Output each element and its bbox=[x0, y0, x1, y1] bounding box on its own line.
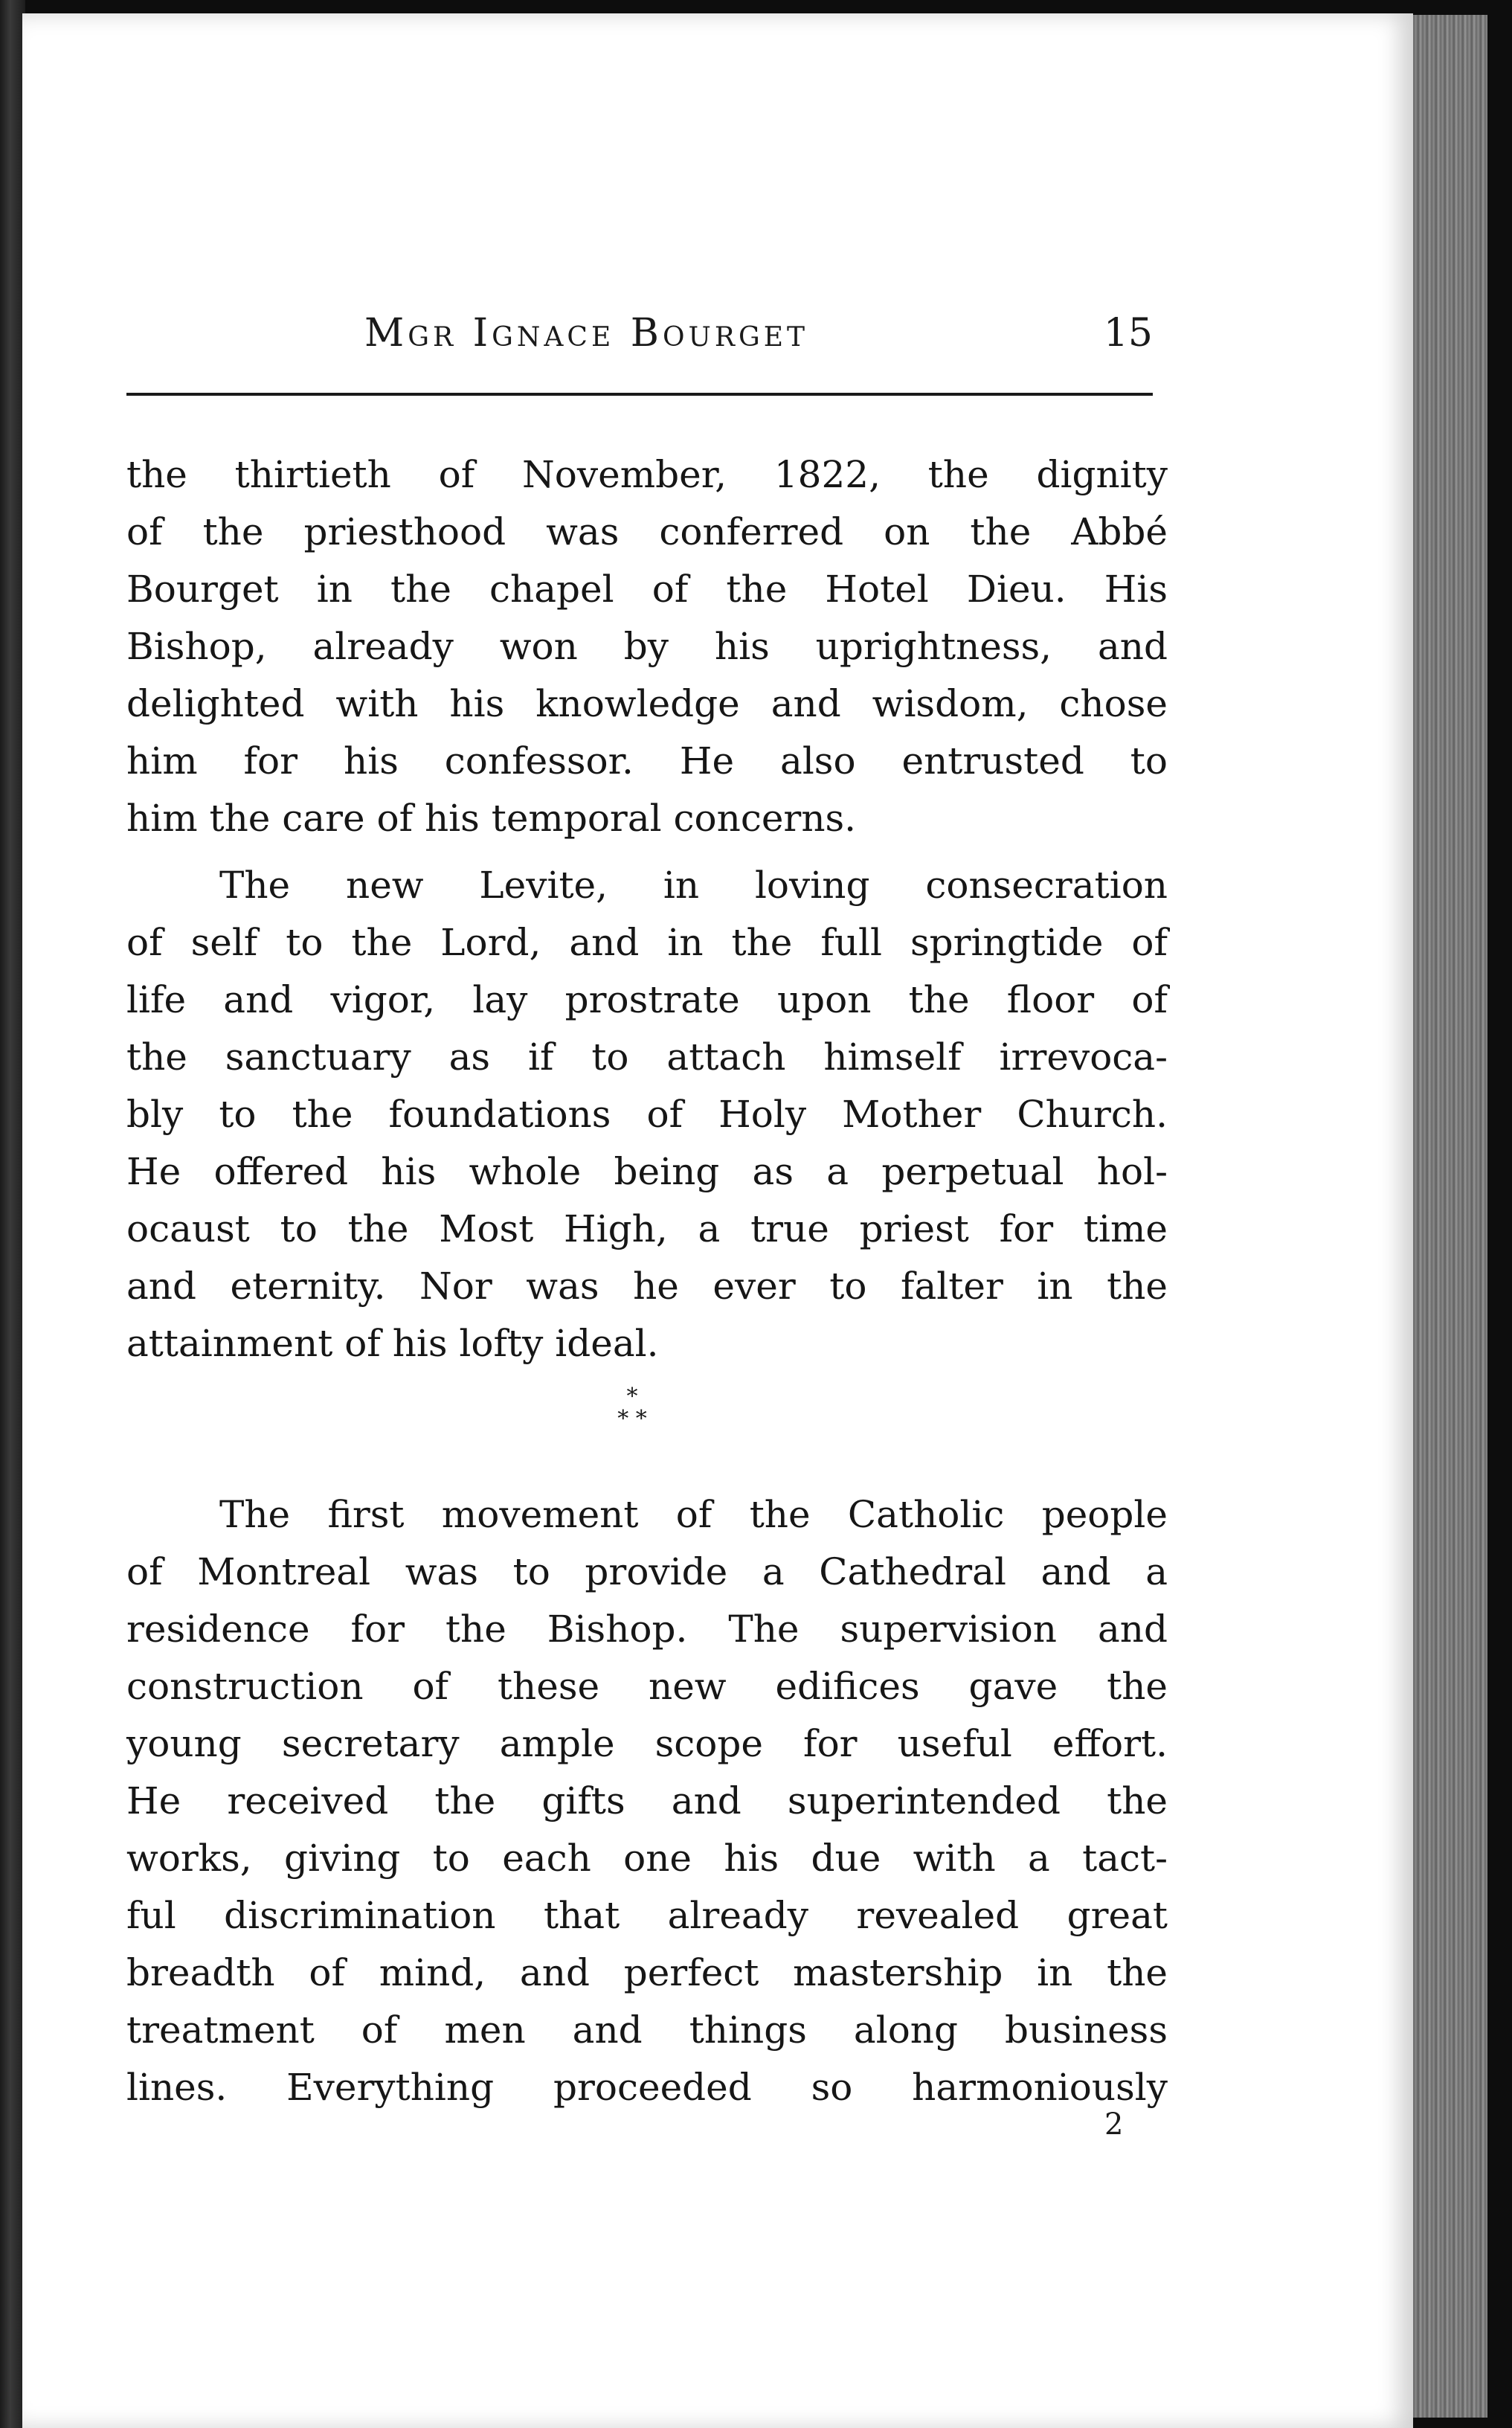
paragraph-3 bbox=[126, 1486, 1168, 2116]
text-line: treatment of men and things along business bbox=[126, 2008, 1168, 2052]
text-line: him the care of his temporal concerns. bbox=[126, 797, 857, 840]
text-line: construction of these new edifices gave the bbox=[126, 1665, 1168, 1708]
asterism-top: * bbox=[626, 1384, 638, 1410]
book-spine-edge bbox=[0, 0, 25, 2428]
text-line: young secretary ample scope for useful effort. bbox=[126, 1722, 1168, 1765]
text-line: lines. Everything proceeded so harmoniously bbox=[126, 2066, 1168, 2109]
text-line: the thirtieth of November, 1822, the dignity bbox=[126, 453, 1168, 496]
text-line: him for his confessor. He also entrusted to bbox=[126, 739, 1168, 783]
page-number: 15 bbox=[1103, 311, 1153, 356]
header-rule bbox=[126, 393, 1153, 396]
text-line: of Montreal was to provide a Cathedral and a bbox=[126, 1550, 1168, 1593]
text-line: Bishop, already won by his uprightness, and bbox=[126, 625, 1168, 668]
text-line: The first movement of the Catholic people bbox=[219, 1493, 1168, 1536]
text-line: of the priesthood was conferred on the Abbé bbox=[126, 510, 1168, 553]
text-line: breadth of mind, and perfect mastership in the bbox=[126, 1951, 1168, 1994]
paragraph-1 bbox=[126, 446, 1168, 847]
signature-mark: 2 bbox=[1104, 2107, 1124, 2142]
paragraph-2 bbox=[126, 857, 1168, 1372]
asterism-bottom: * * bbox=[617, 1406, 647, 1432]
text-line: ocaust to the Most High, a true priest for time bbox=[126, 1207, 1168, 1250]
text-line: Bourget in the chapel of the Hotel Dieu. His bbox=[126, 568, 1168, 611]
text-line: of self to the Lord, and in the full springtide of bbox=[126, 921, 1168, 964]
text-line: ful discrimination that already revealed great bbox=[126, 1894, 1168, 1937]
running-head bbox=[126, 311, 1153, 370]
running-title: Mgr Ignace Bourget bbox=[364, 311, 809, 356]
text-line: works, giving to each one his due with a tact- bbox=[126, 1837, 1168, 1880]
text-line: residence for the Bishop. The supervision and bbox=[126, 1608, 1168, 1651]
text-line: The new Levite, in loving consecration bbox=[219, 864, 1168, 907]
text-line: delighted with his knowledge and wisdom, chose bbox=[126, 682, 1168, 725]
text-line: He received the gifts and superintended the bbox=[126, 1779, 1168, 1822]
text-line: bly to the foundations of Holy Mother Church. bbox=[126, 1093, 1168, 1136]
book-page bbox=[22, 13, 1413, 2428]
text-line: attainment of his lofty ideal. bbox=[126, 1322, 659, 1365]
text-line: life and vigor, lay prostrate upon the floor of bbox=[126, 978, 1168, 1021]
asterism bbox=[588, 1386, 677, 1430]
text-line: the sanctuary as if to attach himself irrevoca- bbox=[126, 1035, 1168, 1079]
text-line: He offered his whole being as a perpetual hol- bbox=[126, 1150, 1168, 1193]
text-line: and eternity. Nor was he ever to falter in the bbox=[126, 1265, 1168, 1308]
